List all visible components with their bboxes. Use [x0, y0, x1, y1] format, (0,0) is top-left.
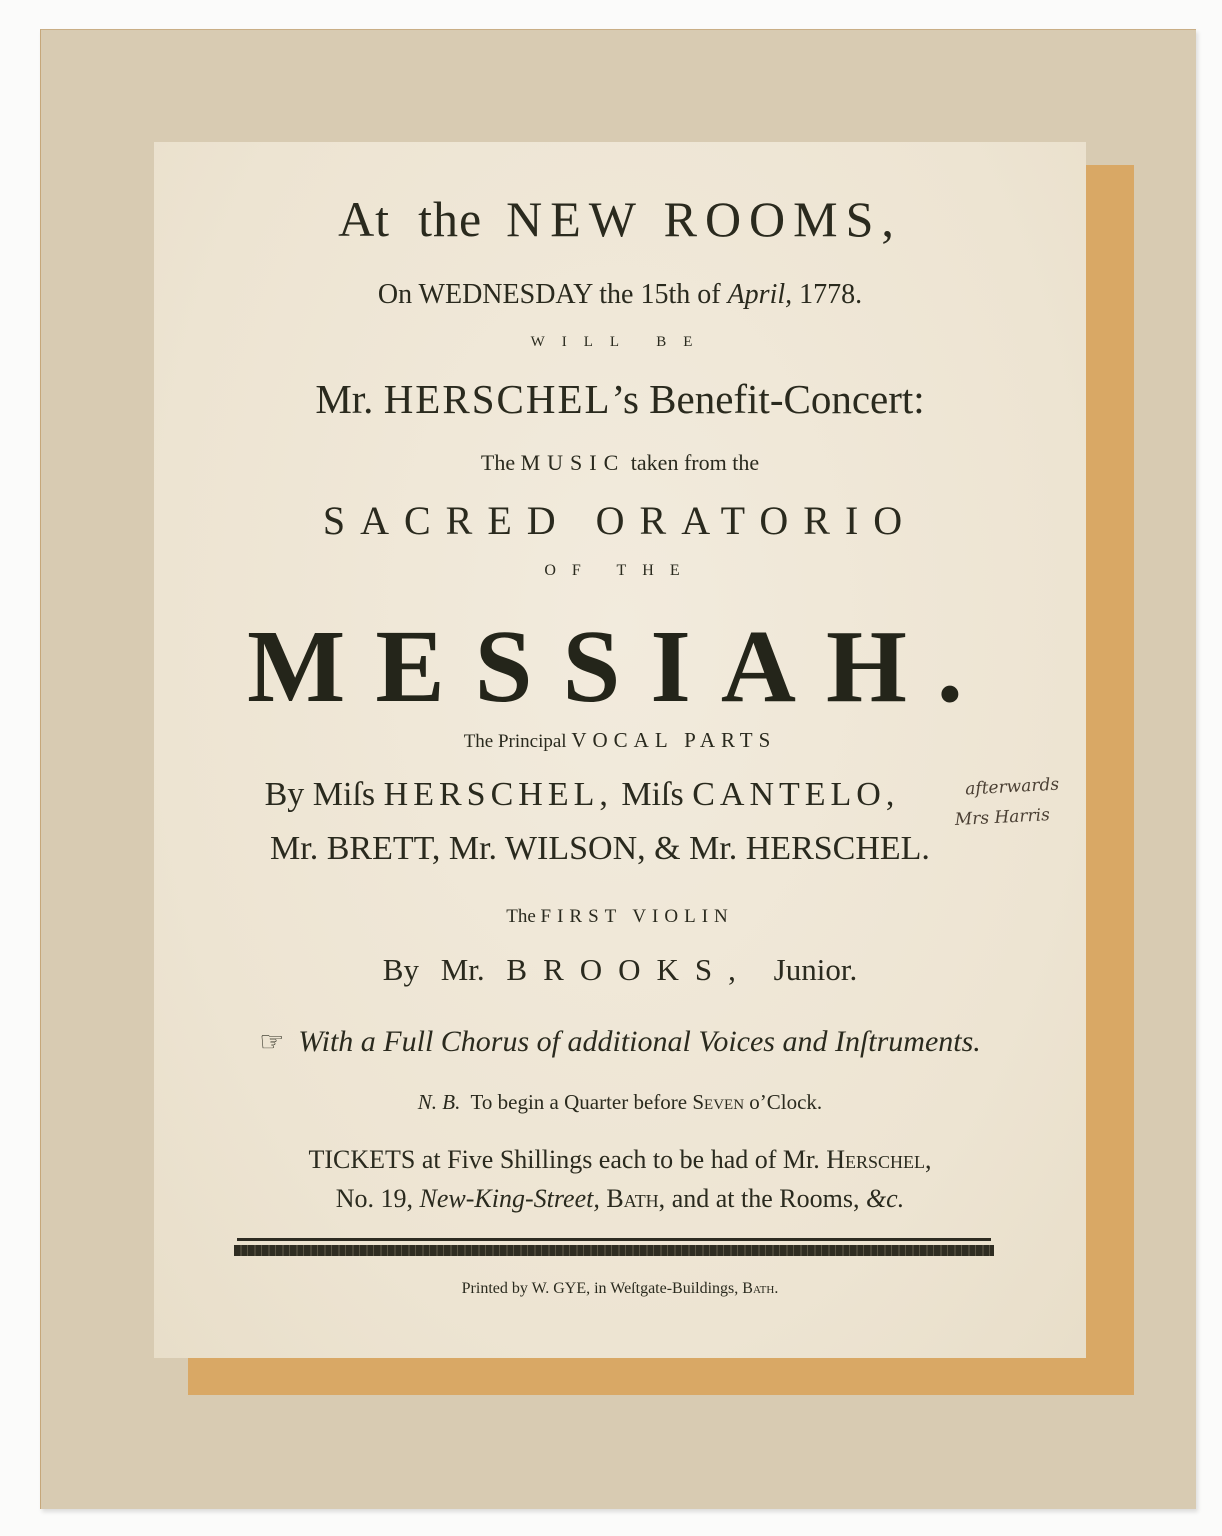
text-the: The [506, 906, 541, 927]
text-printed-by: Printed by W. GYE, in Weſtgate-Buildings, [461, 1280, 743, 1297]
text-nb: N. B. [417, 1090, 461, 1114]
text-oclock: o’Clock. [744, 1090, 823, 1114]
text-seven: Seven [692, 1090, 745, 1114]
first-violin-line [154, 906, 1086, 928]
text-new-rooms: NEW ROOMS, [506, 191, 902, 247]
text-rooms: and at the Rooms, [665, 1184, 866, 1213]
text-herschel: Herschel, [826, 1145, 932, 1174]
singers-line-1 [116, 776, 1048, 814]
text-street: New-King-Street, [419, 1184, 600, 1213]
text-principal: The Principal [463, 731, 572, 752]
text-full-chorus: With a Full Chorus of additional Voices and Inſtruments. [298, 1025, 981, 1058]
text-cantelo: CANTELO, [692, 776, 900, 813]
text-bath: Bath, [606, 1184, 666, 1213]
heading-venue [154, 190, 1086, 248]
printer-line [154, 1280, 1086, 1298]
text-vocal-parts: VOCAL PARTS [571, 728, 777, 752]
text-etc: &c. [865, 1184, 905, 1213]
benefit-concert-line [154, 375, 1086, 423]
text-mr: Mr. [315, 376, 384, 422]
text-junior: Junior. [751, 952, 858, 987]
will-be-line: WILL BE [530, 334, 710, 350]
text-the: The [480, 450, 521, 475]
text-by-mr: By Mr. [382, 952, 507, 987]
text-begin: To begin a Quarter before [460, 1090, 693, 1114]
text-number: No. 19, [335, 1184, 420, 1213]
handwritten-annotation [954, 770, 1061, 835]
date-year: 1778. [792, 279, 863, 310]
date-text: On WEDNESDAY the 15th of [377, 279, 728, 310]
text-bath: Bath. [742, 1280, 779, 1297]
annotation-line-2: Mrs Harris [954, 805, 1051, 831]
vocal-parts-line [154, 728, 1086, 753]
chorus-line [154, 1025, 1086, 1059]
tickets-line-1 [154, 1145, 1086, 1175]
text-herschel: HERSCHEL [383, 376, 612, 422]
text-taken-from: taken from the [625, 450, 760, 475]
date-month: April, [727, 279, 793, 310]
singers-line-2: Mr. BRETT, Mr. WILSON, & Mr. HERSCHEL. [270, 830, 930, 867]
messiah-title: MESSIAH. [247, 609, 993, 724]
tickets-line-2 [154, 1184, 1086, 1214]
text-benefit-concert: ’s Benefit-Concert: [611, 376, 925, 422]
date-line [154, 279, 1086, 311]
text-brooks: BROOKS, [506, 952, 752, 987]
sacred-oratorio-line: SACRED ORATORIO [322, 498, 918, 543]
broadside-paper [154, 142, 1086, 1358]
pointing-hand-icon: ☞ [259, 1027, 285, 1058]
text-miss: Miſs [612, 776, 693, 813]
text-herschel: HERSCHEL, [383, 776, 613, 813]
text-the: the [418, 191, 483, 247]
divider-rule-thin [237, 1238, 991, 1241]
of-the-line: OF THE [544, 562, 696, 579]
text-at: At [338, 191, 391, 247]
nota-bene-line [154, 1090, 1086, 1115]
text-first-violin: FIRST VIOLIN [540, 906, 734, 927]
text-music: MUSIC [520, 450, 626, 475]
divider-rule-thick [234, 1245, 994, 1256]
violinist-line [154, 952, 1086, 988]
text-by-miss: By Miſs [264, 776, 384, 813]
music-taken-line [154, 450, 1086, 476]
text-tickets: TICKETS at Five Shillings each to be had of Mr. [308, 1145, 827, 1174]
annotation-line-1: afterwards [964, 774, 1060, 800]
